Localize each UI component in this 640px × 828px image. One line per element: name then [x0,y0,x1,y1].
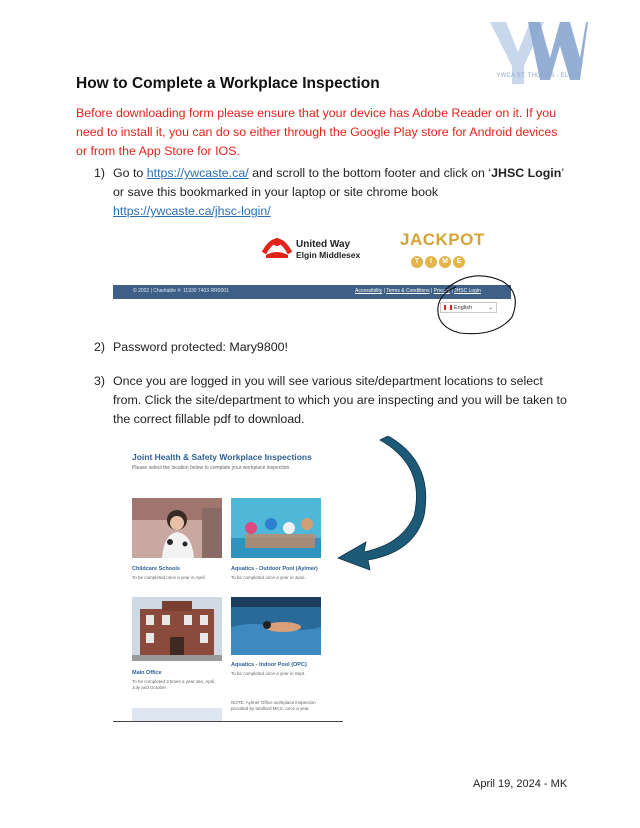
inspections-panel-title: Joint Health & Safety Workplace Inspections [132,452,312,462]
footer-link-jhsc-login[interactable]: JHSC Login [454,288,481,294]
step-3: 3) Once you are logged in you will see various site/department locations to select from. Click the site/department to which you are inspecting and you will be taken to the correct fillable pdf to download. [94,374,567,426]
logo-subtitle: YWCA ST. THOMAS - ELGIN [496,73,580,79]
location-outdoor-pool[interactable]: Aquatics - Outdoor Pool (Aylmer) [231,566,318,572]
inspections-panel-subtitle: Please select the location below to complete your workplace inspection. [132,465,291,471]
location-main-office[interactable]: Main Office [132,670,162,676]
footer-charitable-number: © 2022 | Charitable #: 11930 7403 RR0001 [133,288,229,294]
hand-drawn-circle [430,271,525,341]
footer-links: Accessibility | Terms & Conditions | Privacy | JHSC Login [355,288,481,294]
jhsc-login-link[interactable]: https://ywcaste.ca/jhsc-login/ [113,204,271,218]
step-1: 1) Go to https://ywcaste.ca/ and scroll to the bottom footer and click on ‘JHSC Login’ or save this bookmarked in your laptop or site chrome book https://ywcaste.ca/jhsc-login/ [94,166,564,218]
chevron-down-icon: ⌄ [488,305,493,311]
location-childcare[interactable]: Childcare Schools [132,566,180,572]
outdoor-pool-photo[interactable] [231,498,321,558]
footer-link-privacy[interactable]: Privacy [433,288,451,294]
ywcaste-link[interactable]: https://ywcaste.ca/ [146,166,249,180]
childcare-photo[interactable] [132,498,222,558]
jhsc-login-text: JHSC Login [491,166,562,180]
main-office-photo[interactable] [132,597,222,661]
panel-bottom-rule [113,721,343,722]
curved-arrow-icon [334,436,429,576]
document-date: April 19, 2024 - MK [473,778,568,790]
jackpot-time-badges: T I M E [411,250,467,268]
aylmer-office-note: NOTE: Aylmer Office workplace inspection provided by landlord MCS, once a year. [231,700,316,711]
indoor-pool-photo[interactable] [231,597,321,655]
footer-link-terms[interactable]: Terms & Conditions [386,288,430,294]
page-title: How to Complete a Workplace Inspection [76,75,380,92]
united-way-logo: United Way Elgin Middlesex [296,239,361,260]
footer-link-accessibility[interactable]: Accessibility [355,288,383,294]
united-way-icon [260,231,294,261]
step-2: 2) Password protected: Mary9800! [94,340,288,354]
adobe-warning: Before downloading form please ensure that your device has Adobe Reader on it. If you need to install it, you can do so either through the Google Play store for Android devices or from the App Store for IOS. [76,106,558,158]
language-select[interactable]: English ⌄ [440,302,497,313]
jackpot-logo: JACKPOT [400,230,485,249]
location-indoor-pool[interactable]: Aquatics - Indoor Pool (OPC) [231,662,307,668]
next-location-photo [132,708,222,722]
